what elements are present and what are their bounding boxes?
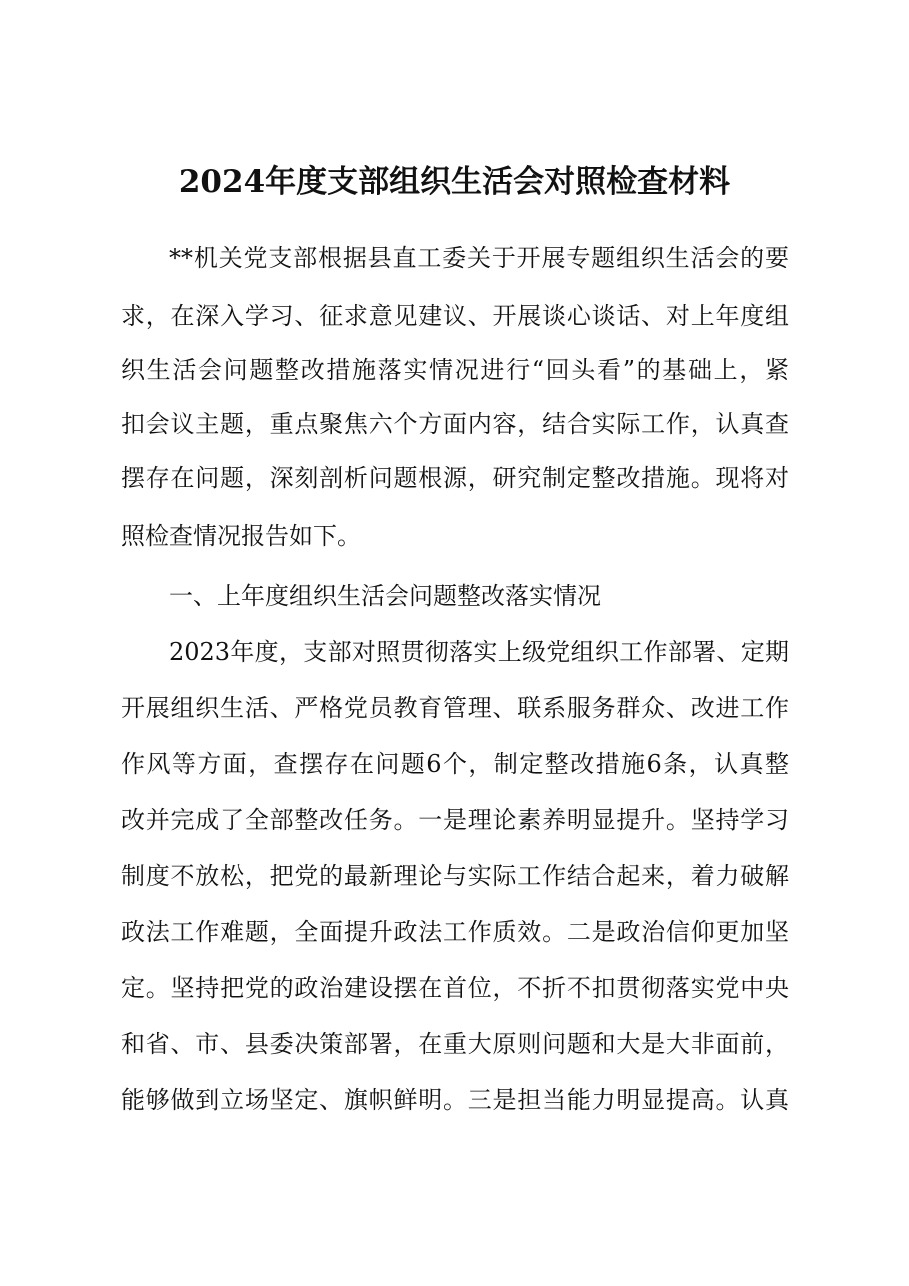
body-line-7: 定。坚持把党的政治建设摆在首位，不折不扣贯彻落实党中央	[121, 974, 789, 1002]
intro-line-5: 摆存在问题，深刻剖析问题根源，研究制定整改措施。现将对	[121, 464, 789, 492]
body-line-9: 能够做到立场坚定、旗帜鲜明。三是担当能力明显提高。认真	[121, 1086, 789, 1114]
intro-line-2: 求，在深入学习、征求意见建议、开展谈心谈话、对上年度组	[121, 302, 789, 330]
intro-line-3: 织生活会问题整改措施落实情况进行“回头看”的基础上，紧	[121, 356, 789, 384]
body-line-4: 改并完成了全部整改任务。一是理论素养明显提升。坚持学习	[121, 806, 789, 834]
body-line-8: 和省、市、县委决策部署，在重大原则问题和大是大非面前，	[121, 1030, 789, 1058]
document-title: 2024年度支部组织生活会对照检查材料	[178, 164, 731, 200]
intro-line-4: 扣会议主题，重点聚焦六个方面内容，结合实际工作，认真查	[121, 410, 789, 438]
body-line-3: 作风等方面，查摆存在问题6个，制定整改措施6条，认真整	[121, 750, 789, 778]
body-line-6: 政法工作难题，全面提升政法工作质效。二是政治信仰更加坚	[121, 918, 789, 946]
body-line-5: 制度不放松，把党的最新理论与实际工作结合起来，着力破解	[121, 862, 789, 890]
section-heading: 一、上年度组织生活会问题整改落实情况	[169, 582, 601, 610]
intro-line-1: **机关党支部根据县直工委关于开展专题组织生活会的要	[169, 244, 789, 272]
intro-line-6: 照检查情况报告如下。	[121, 522, 361, 550]
body-line-1: 2023年度，支部对照贯彻落实上级党组织工作部署、定期	[169, 638, 789, 666]
body-line-2: 开展组织生活、严格党员教育管理、联系服务群众、改进工作	[121, 694, 789, 722]
